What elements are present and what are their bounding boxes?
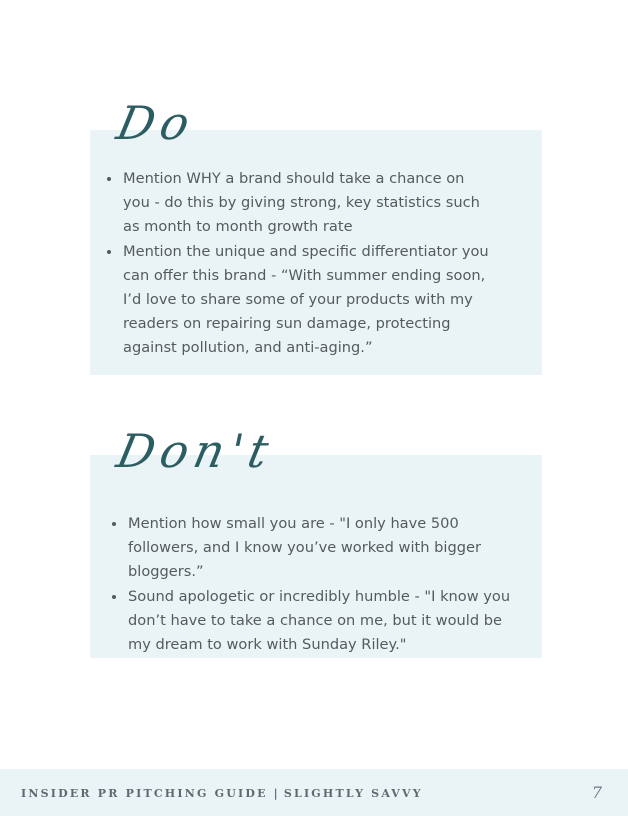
page-number: 7	[591, 783, 602, 802]
page-footer	[0, 769, 628, 816]
footer-text	[21, 787, 423, 800]
do-list-item: Mention WHY a brand should take a chance on you - do this by giving strong, key statistics such as month to month growth rate	[107, 167, 495, 240]
dont-list-item: Mention how small you are - "I only have 500 followers, and I know you’ve worked with bigger bloggers.”	[112, 512, 512, 585]
brand-name: SLIGHTLY SAVVY	[283, 787, 423, 800]
do-list	[107, 167, 495, 361]
do-list-item: Mention the unique and specific differentiator you can offer this brand - “With summer ending soon, I’d love to share some of your products with my readers on repairing sun damage, protecting against pollution, and anti-aging.”	[107, 240, 495, 361]
dont-list-item: Sound apologetic or incredibly humble - "I know you don’t have to take a chance on me, but it would be my dream to work with Sunday Riley."	[112, 585, 512, 658]
do-heading: Do	[112, 96, 201, 150]
dont-heading: Don't	[112, 424, 280, 478]
guide-title: INSIDER PR PITCHING GUIDE	[21, 787, 268, 800]
dont-list	[112, 512, 512, 657]
footer-separator: |	[273, 787, 280, 800]
